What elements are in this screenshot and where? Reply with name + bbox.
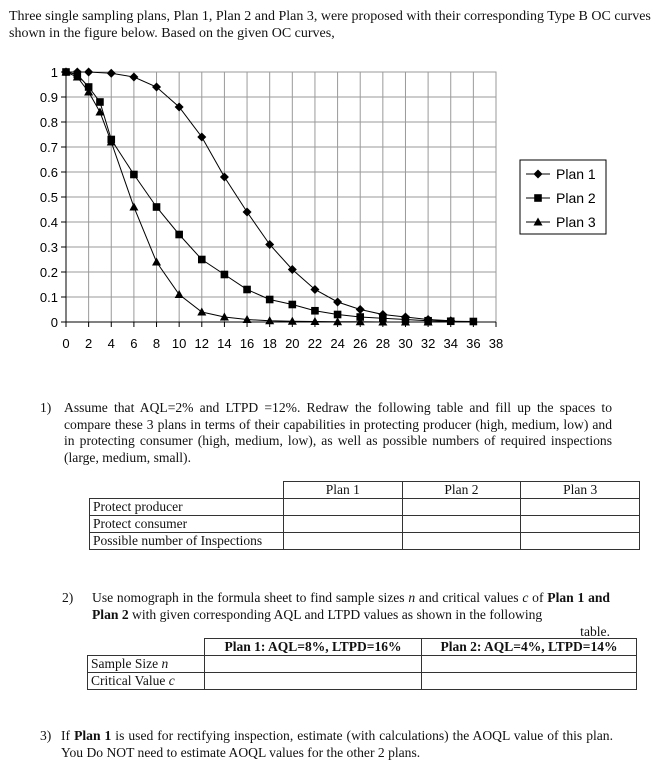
q3-number: 3) <box>40 728 52 743</box>
row-var-c: c <box>168 673 175 688</box>
q2-text-b: and critical values <box>415 590 523 605</box>
row-label-text: Critical Value <box>91 673 169 688</box>
legend-label: Plan 1 <box>556 166 596 182</box>
row-label: Protect consumer <box>90 516 284 533</box>
table-cell <box>284 516 403 533</box>
row-label-text: Sample Size <box>91 656 162 671</box>
table-cell <box>205 673 422 690</box>
data-point <box>221 271 229 279</box>
table-cell <box>521 516 640 533</box>
y-tick-label: 0 <box>50 315 58 330</box>
table-header-row <box>90 482 640 499</box>
data-point <box>243 286 251 294</box>
header-plan1-bold: Plan 1 <box>224 639 261 654</box>
y-tick-label: 0.9 <box>39 90 58 105</box>
y-tick-label: 0.2 <box>39 265 58 280</box>
x-tick-label: 26 <box>352 336 368 351</box>
y-tick-label: 0.8 <box>39 115 58 130</box>
q2-number: 2) <box>62 590 74 605</box>
header-plan1-rest: : AQL=8%, LTPD=16% <box>260 639 402 654</box>
q3-text-a: If <box>61 728 75 743</box>
x-tick-label: 34 <box>443 336 458 351</box>
q2-text-a: Use nomograph in the formula sheet to find sample sizes <box>92 590 409 605</box>
data-point <box>470 318 478 326</box>
q2-text <box>92 590 610 623</box>
header-plan2: Plan 2 <box>402 482 521 499</box>
row-var-n: n <box>161 656 169 671</box>
x-tick-label: 14 <box>217 336 232 351</box>
x-tick-label: 12 <box>194 336 210 351</box>
chart-legend <box>520 160 606 234</box>
legend-marker <box>534 194 542 202</box>
data-point <box>447 317 455 325</box>
data-point <box>289 301 297 309</box>
row-label: Protect producer <box>90 499 284 516</box>
x-tick-label: 30 <box>398 336 413 351</box>
table-cell <box>205 656 422 673</box>
var-n: n <box>408 590 416 605</box>
q2-tail: table. <box>580 624 610 639</box>
y-tick-label: 1 <box>50 65 58 80</box>
q3-bold-plan1: Plan 1 <box>74 728 112 743</box>
header-plan2 <box>422 639 637 656</box>
y-tick-label: 0.1 <box>39 290 58 305</box>
table-cell <box>422 673 637 690</box>
x-tick-label: 8 <box>152 336 161 351</box>
x-tick-label: 38 <box>488 336 504 351</box>
x-tick-label: 20 <box>285 336 300 351</box>
q3-text <box>61 728 613 761</box>
table-row <box>90 533 640 550</box>
q2-text-e: with given corresponding AQL and LTPD values as shown in the following <box>128 606 543 622</box>
y-tick-label: 0.3 <box>39 240 58 255</box>
table-row <box>90 516 640 533</box>
table-cell <box>422 656 637 673</box>
data-point <box>198 256 206 264</box>
legend-label: Plan 3 <box>556 214 596 230</box>
data-point <box>153 203 161 211</box>
x-tick-label: 0 <box>62 336 70 351</box>
x-tick-label: 2 <box>85 336 93 351</box>
y-tick-label: 0.6 <box>39 165 58 180</box>
header-plan1 <box>205 639 422 656</box>
x-tick-label: 18 <box>262 336 277 351</box>
nomograph-table <box>87 638 637 690</box>
table-row <box>90 499 640 516</box>
q2-text-c: of <box>528 590 548 605</box>
x-tick-label: 32 <box>420 336 436 351</box>
data-point <box>311 307 319 315</box>
y-tick-label: 0.4 <box>39 215 58 230</box>
table-cell <box>402 499 521 516</box>
header-plan2-bold: Plan 2 <box>440 639 477 654</box>
oc-curve-chart <box>30 62 625 362</box>
data-point <box>334 311 342 319</box>
x-tick-label: 16 <box>239 336 255 351</box>
row-label <box>88 656 205 673</box>
table-row <box>88 673 637 690</box>
row-label <box>88 673 205 690</box>
header-plan1: Plan 1 <box>284 482 403 499</box>
x-tick-label: 28 <box>375 336 391 351</box>
table-row <box>88 656 637 673</box>
row-label: Possible number of Inspections <box>90 533 284 550</box>
table-cell <box>402 516 521 533</box>
var-c: c <box>522 590 529 605</box>
x-tick-label: 10 <box>171 336 187 351</box>
intro-text: Three single sampling plans, Plan 1, Plan 2 and Plan 3, were proposed with their corresponding Type B OC curves shown in the figure below. Based on the given OC curves, <box>9 9 651 41</box>
x-tick-label: 6 <box>130 336 138 351</box>
table-cell <box>402 533 521 550</box>
table-cell <box>521 533 640 550</box>
table-cell <box>284 499 403 516</box>
comparison-table <box>89 481 640 550</box>
data-point <box>175 231 183 239</box>
table-cell <box>521 499 640 516</box>
data-point <box>96 98 104 106</box>
empty-header-cell <box>88 639 205 656</box>
legend-label: Plan 2 <box>556 190 596 206</box>
header-plan2-rest: : AQL=4%, LTPD=14% <box>476 639 618 654</box>
y-tick-label: 0.7 <box>39 140 58 155</box>
empty-header-cell <box>90 482 284 499</box>
q2-bold-plan2: and Plan 2 <box>92 590 610 622</box>
x-tick-label: 4 <box>107 336 115 351</box>
q1-number: 1) <box>40 400 52 415</box>
x-tick-label: 22 <box>307 336 323 351</box>
x-tick-label: 36 <box>466 336 481 351</box>
data-point <box>266 296 274 304</box>
x-tick-label: 24 <box>330 336 345 351</box>
q3-text-b: is used for rectifying inspection, estimate (with calculations) the AOQL value of this plan. You Do NOT need to estimate AOQL values for the other 2 plans. <box>61 728 613 760</box>
table-header-row <box>88 639 637 656</box>
table-cell <box>284 533 403 550</box>
q1-text: Assume that AQL=2% and LTPD =12%. Redraw the following table and fill up the spaces to compare these 3 plans in terms of their capabilities in protecting producer (high, medium, low) and in protecting consumer (high, medium, low), as well as possible numbers of required inspections (large, medium, small). <box>64 400 612 465</box>
q2-bold-plan1: Plan 1 <box>547 590 585 605</box>
y-tick-label: 0.5 <box>39 190 58 205</box>
data-point <box>130 171 138 179</box>
header-plan3: Plan 3 <box>521 482 640 499</box>
